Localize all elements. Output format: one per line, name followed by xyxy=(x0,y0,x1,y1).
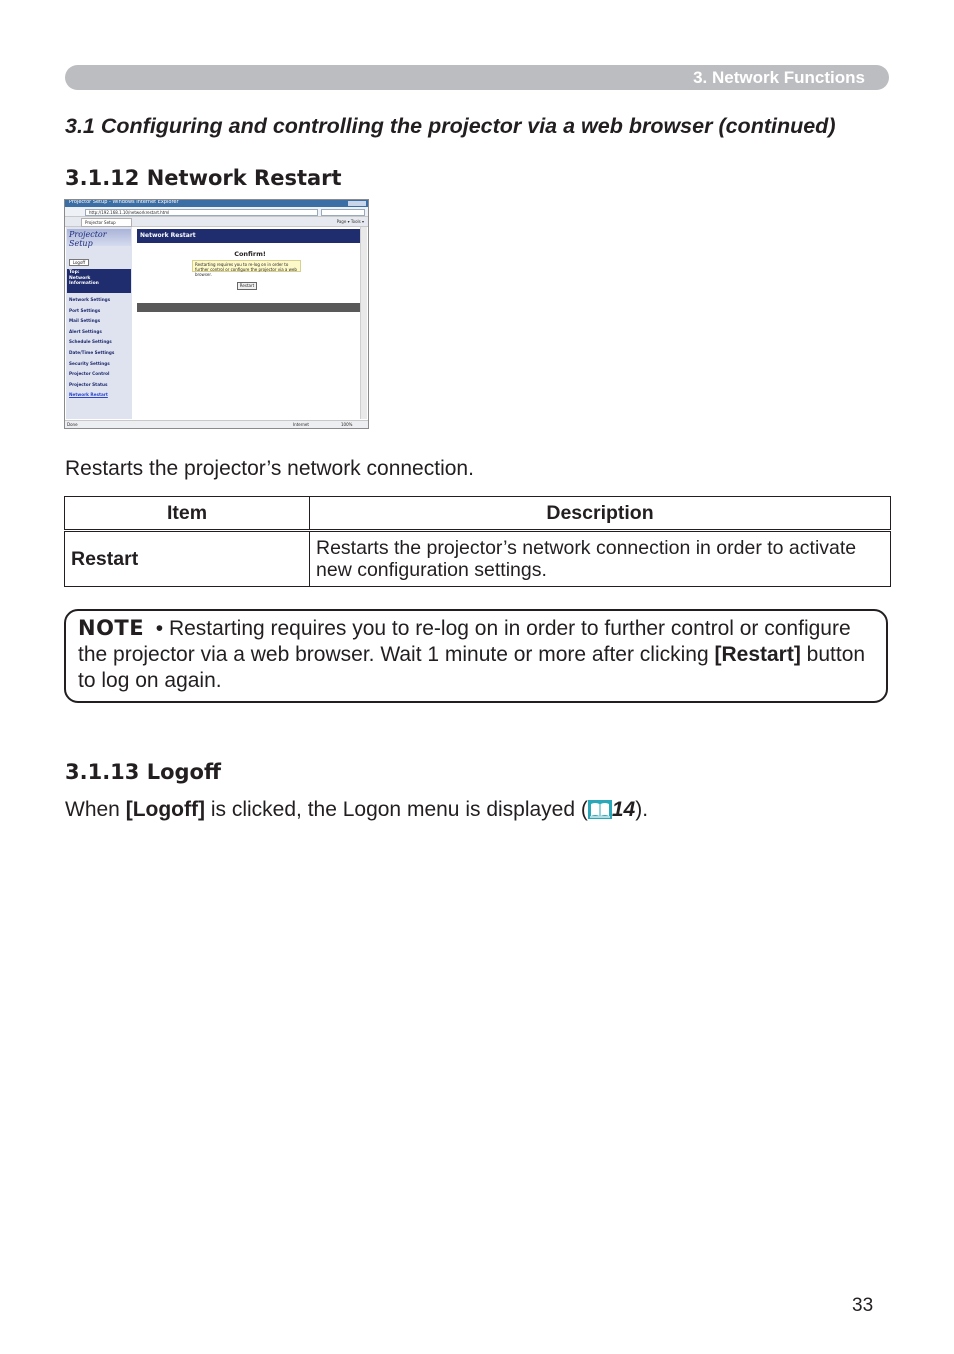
col-description-header: Description xyxy=(310,497,891,531)
window-title: Projector Setup - Windows Internet Explorer xyxy=(69,199,179,205)
menu-item-schedule-settings: Schedule Settings xyxy=(69,339,112,345)
logoff-text-2: is clicked, the Logon menu is displayed ( xyxy=(205,798,588,821)
menu-item-network-restart: Network Restart xyxy=(69,392,108,398)
top-network-information xyxy=(67,269,131,293)
row-item: Restart xyxy=(65,531,310,587)
gray-band xyxy=(137,303,361,312)
toolbar-menus: Page ▾ Tools ▾ xyxy=(336,219,364,224)
table-row xyxy=(65,531,891,587)
logoff-description xyxy=(65,798,648,822)
item-description-table xyxy=(64,496,891,587)
row-description: Restarts the projector’s network connection in order to activate new configuration settings. xyxy=(310,531,891,587)
logoff-heading: 3.1.13 Logoff xyxy=(65,760,221,784)
note-restart-ref: [Restart] xyxy=(714,643,801,666)
sidebar-menu xyxy=(69,295,114,401)
status-bar xyxy=(65,420,368,428)
address-bar xyxy=(65,207,368,217)
main-header: Network Restart xyxy=(137,229,364,243)
col-item-header: Item xyxy=(65,497,310,531)
menu-item-projector-control: Projector Control xyxy=(69,371,110,377)
logoff-button: Logoff xyxy=(69,259,89,266)
logoff-button-ref: [Logoff] xyxy=(125,798,205,821)
browser-screenshot xyxy=(64,199,369,429)
address-field: http://192.168.1.10/networkrestart.html xyxy=(85,209,318,216)
page-number: 33 xyxy=(852,1295,874,1316)
screenshot-sidebar xyxy=(66,227,132,419)
logoff-text-3: ). xyxy=(635,798,649,821)
chapter-title: 3. Network Functions xyxy=(693,68,865,87)
table-header-row xyxy=(65,497,891,531)
menu-item-projector-status: Projector Status xyxy=(69,381,108,387)
window-titlebar xyxy=(65,200,368,207)
menu-item-security-settings: Security Settings xyxy=(69,360,110,366)
browser-tab: Projector Setup xyxy=(81,218,132,227)
logoff-text-1: When xyxy=(65,798,126,821)
screenshot-main xyxy=(135,227,368,419)
status-zoom: 100% xyxy=(341,422,353,427)
restart-message: Restarting requires you to re-log on in order to further control or configure the projector via a web browser. xyxy=(192,260,301,272)
menu-item-alert-settings: Alert Settings xyxy=(69,328,102,334)
restart-button-mini: Restart xyxy=(237,282,257,290)
logo-text: Projector Setup xyxy=(69,230,107,248)
chapter-header-bar xyxy=(65,65,889,90)
book-reference-icon xyxy=(588,800,612,819)
top-label: Top: xyxy=(69,270,80,275)
tab-bar xyxy=(65,217,368,227)
projector-setup-logo xyxy=(67,229,131,246)
status-zone: Internet xyxy=(293,422,309,427)
network-restart-heading: 3.1.12 Network Restart xyxy=(65,166,342,190)
network-label: Network xyxy=(69,275,91,281)
note-label: NOTE xyxy=(78,616,145,640)
menu-item-port-settings: Port Settings xyxy=(69,307,101,313)
note-body-2: button to log on again. xyxy=(78,643,866,692)
window-controls xyxy=(348,201,366,206)
note-text xyxy=(78,615,878,694)
information-label: Information xyxy=(69,281,99,286)
page-reference[interactable]: 14 xyxy=(611,798,636,821)
note-box xyxy=(64,609,888,703)
confirm-label: Confirm! xyxy=(234,250,266,258)
menu-item-mail-settings: Mail Settings xyxy=(69,318,101,324)
scrollbar xyxy=(360,227,367,419)
status-done: Done xyxy=(67,422,78,427)
search-field xyxy=(321,209,365,216)
section-title: 3.1 Configuring and controlling the projector via a web browser (continued) xyxy=(65,114,836,138)
menu-item-network-settings: Network Settings xyxy=(69,297,111,302)
note-body-1: • Restarting requires you to re-log on in order to further control or configure the projector via a web browser. Wait 1 minute or more after clicking xyxy=(78,617,857,666)
menu-item-date-time-settings: Date/Time Settings xyxy=(69,349,115,355)
network-restart-description: Restarts the projector’s network connection. xyxy=(65,457,474,480)
